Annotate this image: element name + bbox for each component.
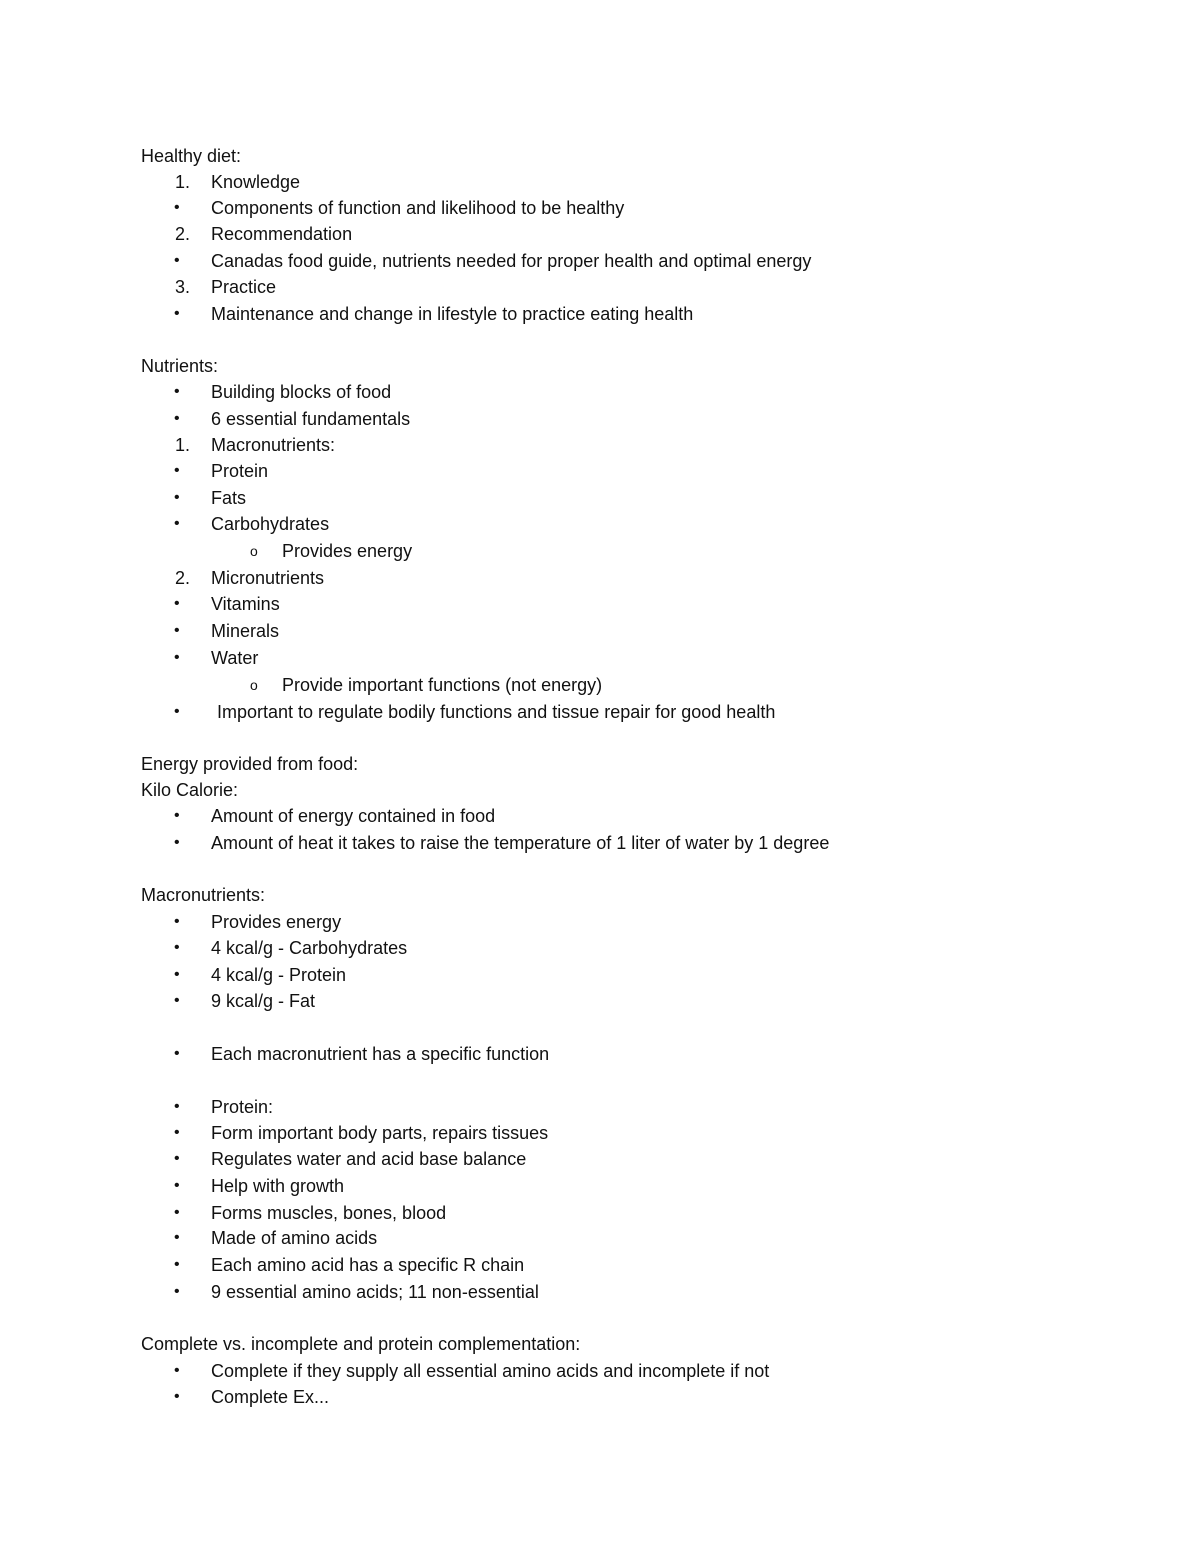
- bullet-icon: •: [174, 834, 180, 851]
- list-item-text: Provides energy: [211, 912, 342, 932]
- bullet-icon: •: [174, 1229, 180, 1246]
- bullet-icon: •: [174, 1098, 180, 1115]
- heading-kilo-calorie: Kilo Calorie:: [141, 780, 239, 800]
- list-item-text: Vitamins: [211, 594, 280, 614]
- list-item-text: Each macronutrient has a specific function: [211, 1044, 550, 1064]
- bullet-icon: •: [174, 252, 180, 269]
- bullet-icon: •: [174, 1388, 180, 1405]
- bullet-icon: •: [174, 515, 180, 532]
- list-item-text: Macronutrients:: [211, 435, 336, 455]
- bullet-icon: •: [174, 913, 180, 930]
- list-item-text: Forms muscles, bones, blood: [211, 1203, 447, 1223]
- circle-bullet-icon: o: [250, 543, 258, 559]
- circle-bullet-icon: o: [250, 677, 258, 693]
- bullet-icon: •: [174, 305, 180, 322]
- list-item-text: 6 essential fundamentals: [211, 409, 411, 429]
- list-item-text: 9 essential amino acids; 11 non-essential: [211, 1282, 539, 1302]
- bullet-icon: •: [174, 489, 180, 506]
- list-item-text: Protein:: [211, 1097, 274, 1117]
- bullet-icon: •: [174, 1362, 180, 1379]
- number-marker: 2.: [175, 568, 191, 588]
- bullet-icon: •: [174, 1283, 180, 1300]
- list-item-text: Building blocks of food: [211, 382, 392, 402]
- bullet-icon: •: [174, 410, 180, 427]
- heading-nutrients: Nutrients:: [141, 356, 219, 376]
- list-item-text: 9 kcal/g - Fat: [211, 991, 316, 1011]
- number-marker: 1.: [175, 172, 191, 192]
- list-item-text: Knowledge: [211, 172, 301, 192]
- number-marker: 2.: [175, 224, 191, 244]
- bullet-icon: •: [174, 1256, 180, 1273]
- list-item-text: Form important body parts, repairs tissues: [211, 1123, 549, 1143]
- bullet-icon: •: [174, 622, 180, 639]
- bullet-icon: •: [174, 807, 180, 824]
- list-item-text: Amount of energy contained in food: [211, 806, 496, 826]
- list-item-text: Practice: [211, 277, 277, 297]
- bullet-icon: •: [174, 939, 180, 956]
- bullet-icon: •: [174, 1177, 180, 1194]
- list-item-text: Provide important functions (not energy): [282, 675, 603, 695]
- number-marker: 1.: [175, 435, 191, 455]
- list-item-text: Minerals: [211, 621, 280, 641]
- list-item-text: Components of function and likelihood to be healthy: [211, 198, 625, 218]
- list-item-text: Complete if they supply all essential amino acids and incomplete if not: [211, 1361, 770, 1381]
- list-item-text: Made of amino acids: [211, 1228, 378, 1248]
- list-item-text: Each amino acid has a specific R chain: [211, 1255, 525, 1275]
- bullet-icon: •: [174, 383, 180, 400]
- bullet-icon: •: [174, 1150, 180, 1167]
- bullet-icon: •: [174, 595, 180, 612]
- list-item-text: Complete Ex...: [211, 1387, 330, 1407]
- list-item-text: Regulates water and acid base balance: [211, 1149, 527, 1169]
- bullet-icon: •: [174, 1204, 180, 1221]
- list-item-text: Water: [211, 648, 259, 668]
- list-item-text: Canadas food guide, nutrients needed for proper health and optimal energy: [211, 251, 812, 271]
- heading-energy: Energy provided from food:: [141, 754, 359, 774]
- bullet-icon: •: [174, 966, 180, 983]
- list-item-text: Amount of heat it takes to raise the temperature of 1 liter of water by 1 degree: [211, 833, 830, 853]
- list-item-text: Protein: [211, 461, 269, 481]
- number-marker: 3.: [175, 277, 191, 297]
- heading-complete-vs-incomplete: Complete vs. incomplete and protein complementation:: [141, 1334, 581, 1354]
- list-item-text: Micronutrients: [211, 568, 325, 588]
- bullet-icon: •: [174, 1124, 180, 1141]
- list-item-text: 4 kcal/g - Protein: [211, 965, 347, 985]
- list-item-text: Fats: [211, 488, 247, 508]
- list-item-text: Carbohydrates: [211, 514, 330, 534]
- list-item-text: 4 kcal/g - Carbohydrates: [211, 938, 408, 958]
- heading-healthy-diet: Healthy diet:: [141, 146, 242, 166]
- list-item-text: Important to regulate bodily functions and tissue repair for good health: [217, 702, 776, 722]
- bullet-icon: •: [174, 1045, 180, 1062]
- list-item-text: Maintenance and change in lifestyle to practice eating health: [211, 304, 694, 324]
- list-item-text: Provides energy: [282, 541, 413, 561]
- list-item-text: Help with growth: [211, 1176, 345, 1196]
- bullet-icon: •: [174, 649, 180, 666]
- bullet-icon: •: [174, 199, 180, 216]
- bullet-icon: •: [174, 462, 180, 479]
- bullet-icon: •: [174, 703, 180, 720]
- heading-macronutrients: Macronutrients:: [141, 885, 266, 905]
- list-item-text: Recommendation: [211, 224, 353, 244]
- bullet-icon: •: [174, 992, 180, 1009]
